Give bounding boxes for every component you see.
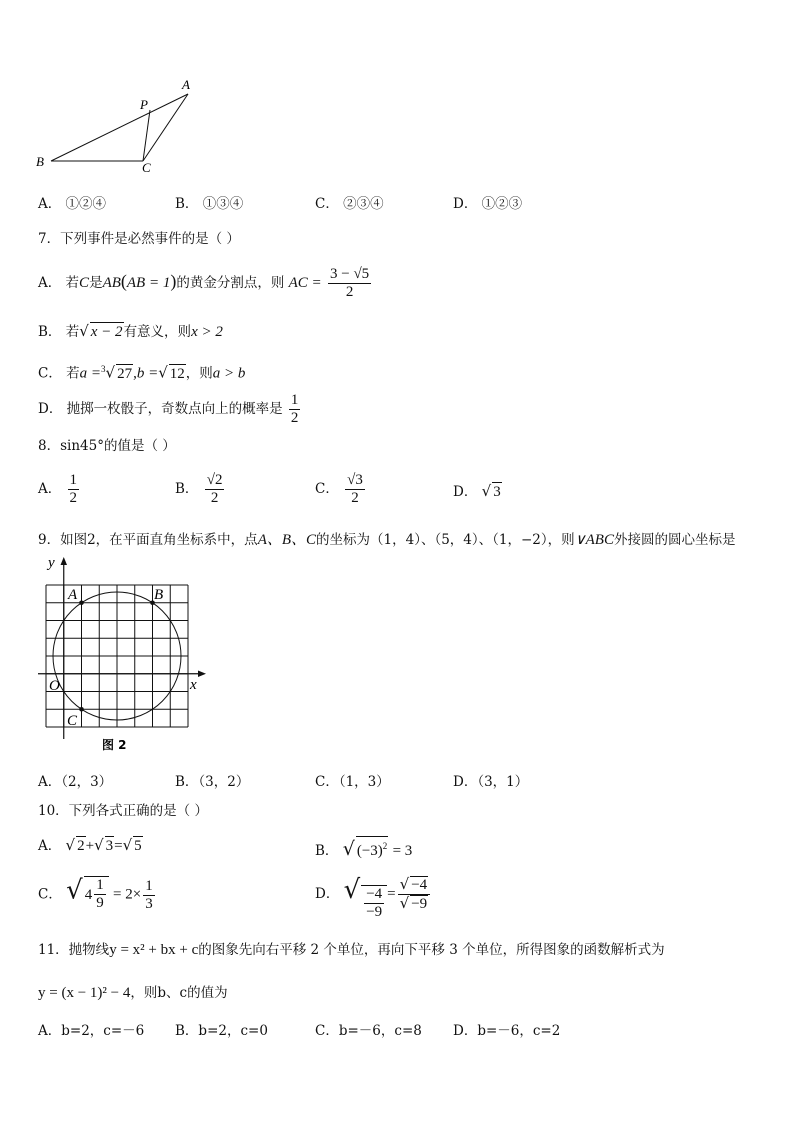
option-letter: B．: [175, 196, 199, 212]
root-index: 3: [101, 364, 106, 374]
q8-option-b: [175, 472, 226, 507]
fraction: [345, 472, 365, 507]
option-letter: C．: [315, 481, 339, 497]
text: ，则b、c的值为: [130, 985, 228, 1001]
radicand: 3: [493, 484, 501, 500]
option-letter: A．: [38, 1023, 62, 1039]
denominator: 2: [69, 490, 78, 506]
option-letter: B．: [38, 324, 62, 340]
option-letter: A．: [38, 774, 62, 790]
operator: =: [387, 886, 396, 902]
fraction: [398, 876, 431, 913]
numerator: 1: [96, 877, 104, 893]
option-text: （1，3）: [338, 774, 390, 790]
sqrt-sign: √: [94, 836, 104, 854]
rhs: = 2×: [113, 886, 142, 903]
sqrt-sign: √: [342, 838, 355, 860]
var: AB: [102, 275, 121, 291]
radicand: 5: [134, 838, 142, 854]
option-letter: D．: [453, 774, 478, 790]
radicand: 3: [105, 838, 114, 854]
var: a > b: [212, 365, 246, 382]
var: AB = 1: [126, 275, 171, 291]
text: 若: [65, 275, 80, 291]
option-letter: B．: [175, 774, 199, 790]
operator: +: [85, 838, 95, 854]
option-text: （3，2）: [198, 774, 250, 790]
fraction: [94, 877, 106, 912]
text: 若: [65, 324, 80, 340]
sqrt-sign: √: [399, 875, 410, 893]
q11-stem: [38, 941, 665, 959]
fraction: [328, 266, 371, 301]
q9-option-b: [175, 770, 249, 790]
q9-option-d: [453, 770, 528, 790]
var: x > 2: [191, 324, 223, 340]
sqrt-sign: √: [122, 836, 133, 854]
text: ，则: [185, 365, 213, 382]
q11-option-d: [453, 1019, 560, 1039]
numerator: 1: [145, 877, 153, 894]
option-letter: D．: [453, 196, 478, 212]
q9-option-a: [38, 770, 112, 790]
fraction: [364, 886, 384, 921]
denominator: 3: [145, 895, 153, 912]
radicand: [356, 836, 388, 860]
option-letter: B．: [175, 481, 199, 497]
point-b-label: B: [154, 587, 164, 603]
var: ∨ABC: [574, 532, 614, 548]
text: 是: [89, 275, 103, 291]
option-text: b=－6，c=2: [477, 1023, 561, 1039]
q9-stem: [38, 531, 735, 549]
option-text: ②③④: [343, 196, 384, 212]
origin-label: O: [49, 678, 60, 694]
option-text: b=－6，c=8: [338, 1023, 422, 1039]
inner: (−3): [356, 843, 383, 859]
option-letter: D．: [453, 484, 478, 500]
denominator: 2: [210, 490, 219, 506]
text: 有意义，则: [123, 324, 192, 340]
option-text: b=2，c=0: [198, 1023, 268, 1039]
q11-line2: [38, 984, 228, 1002]
numerator: 3 − √5: [329, 266, 370, 282]
fraction: [205, 472, 225, 507]
option-letter: C．: [38, 365, 62, 382]
comma: ,: [133, 365, 137, 382]
numerator: −4: [366, 886, 383, 902]
radicand: x − 2: [90, 324, 123, 340]
option-letter: C．: [38, 886, 62, 903]
text: 若: [66, 365, 80, 382]
radicand: 12: [169, 365, 185, 382]
q10-stem: 10．下列各式正确的是（ ）: [38, 803, 208, 819]
point-a-label: A: [68, 587, 78, 603]
denominator: 9: [96, 895, 104, 911]
radicand: 2: [77, 838, 85, 854]
paren: ): [170, 271, 177, 291]
option-text: b=2，c=－6: [61, 1023, 145, 1039]
numerator: √3: [347, 472, 363, 488]
option-letter: A．: [38, 196, 62, 212]
whole: 4: [84, 886, 93, 903]
var: C: [79, 275, 90, 291]
var: AC =: [288, 275, 322, 291]
q10-option-a: [38, 836, 143, 855]
text: 的黄金分割点，则: [176, 275, 285, 291]
expression: y = (x − 1)² − 4: [38, 985, 131, 1001]
q11-option-b: [175, 1019, 268, 1039]
q7-option-c: [38, 360, 245, 383]
q8-option-c: [315, 472, 367, 507]
q8-option-d: [453, 482, 502, 501]
numerator: −4: [411, 877, 428, 893]
option-letter: A．: [38, 838, 62, 854]
option-letter: C．: [315, 196, 339, 212]
radicand: [361, 885, 387, 921]
denominator: −9: [366, 904, 383, 920]
denominator: 2: [351, 490, 359, 506]
q8-stem: 8．sin45°的值是（ ）: [38, 438, 176, 454]
option-letter: C．: [315, 1023, 339, 1039]
text: 抛掷一枚骰子，奇数点向上的概率是: [66, 401, 283, 417]
option-letter: D．: [38, 401, 63, 417]
point-c-label: C: [67, 713, 78, 729]
numerator: 1: [69, 472, 78, 488]
option-letter: D．: [315, 886, 340, 902]
figure-caption: 图 2: [102, 738, 127, 752]
numerator: √2: [206, 472, 223, 488]
var: b =: [136, 365, 159, 382]
q10-option-c: [38, 876, 157, 913]
q6-option-c: [315, 192, 384, 212]
var: a =: [79, 365, 102, 382]
q11-option-a: [38, 1019, 144, 1039]
denominator: −9: [411, 896, 428, 912]
option-text: ①③④: [202, 196, 244, 212]
option-text: （2，3）: [61, 774, 113, 790]
option-letter: A．: [38, 481, 62, 497]
option-letter: C．: [315, 774, 339, 790]
sqrt-sign: √: [105, 363, 116, 382]
q6-option-a: [38, 192, 106, 212]
sqrt-sign: √: [66, 875, 83, 906]
coordinate-grid-figure: [36, 555, 216, 755]
q10-option-d: [315, 876, 432, 921]
exponent: 2: [382, 841, 388, 851]
label-b: B: [36, 154, 44, 169]
q9-option-c: [315, 770, 390, 790]
q6-option-b: [175, 192, 243, 212]
label-c: C: [142, 160, 151, 175]
text: 外接圆的圆心坐标是: [613, 532, 736, 548]
q7-stem: 7．下列事件是必然事件的是（ ）: [38, 231, 240, 247]
axis-label-y: y: [48, 555, 55, 571]
sqrt-sign: √: [158, 363, 168, 382]
fraction: [289, 392, 301, 427]
radicand: [84, 876, 109, 912]
operator: =: [114, 838, 123, 854]
text: 9．如图2，在平面直角坐标系中，点: [38, 532, 258, 548]
expression: y = x² + bx + c: [109, 942, 199, 958]
axis-label-x: x: [190, 677, 197, 693]
option-letter: A．: [38, 275, 62, 291]
q7-option-d: [38, 392, 302, 427]
paren: (: [120, 271, 127, 291]
text: 的坐标为（1，4）、（5，4）、（1，−2），则: [316, 532, 575, 548]
sqrt-sign: √: [399, 894, 410, 912]
rhs: = 3: [392, 843, 413, 859]
text: 11．抛物线: [38, 942, 110, 958]
var: A、B、C: [257, 532, 317, 548]
sqrt-sign: √: [481, 482, 492, 500]
numerator: 1: [290, 392, 299, 408]
sqrt-sign: √: [343, 875, 361, 905]
q6-option-d: [453, 192, 522, 212]
denominator: 2: [290, 410, 299, 426]
label-a: A: [182, 77, 190, 92]
option-text: （3，1）: [477, 774, 529, 790]
fraction: [143, 878, 155, 913]
option-letter: D．: [453, 1023, 478, 1039]
q11-option-c: [315, 1019, 422, 1039]
option-letter: B．: [175, 1023, 199, 1039]
label-p: P: [140, 97, 148, 112]
option-text: ①②④: [65, 196, 107, 212]
triangle-figure: [30, 74, 210, 184]
q10-option-b: [315, 836, 412, 860]
q7-option-b: [38, 322, 223, 341]
radicand: 27: [117, 365, 133, 382]
text: 的图象先向右平移 2 个单位，再向下平移 3 个单位，所得图象的函数解析式为: [198, 942, 665, 958]
option-letter: B．: [315, 843, 339, 859]
option-text: ①②③: [481, 196, 523, 212]
sqrt-sign: √: [65, 836, 76, 854]
q8-option-a: [38, 472, 81, 507]
q7-option-a: [38, 266, 373, 301]
sqrt-sign: √: [79, 322, 89, 340]
fraction: [68, 472, 80, 507]
denominator: 2: [345, 284, 354, 300]
